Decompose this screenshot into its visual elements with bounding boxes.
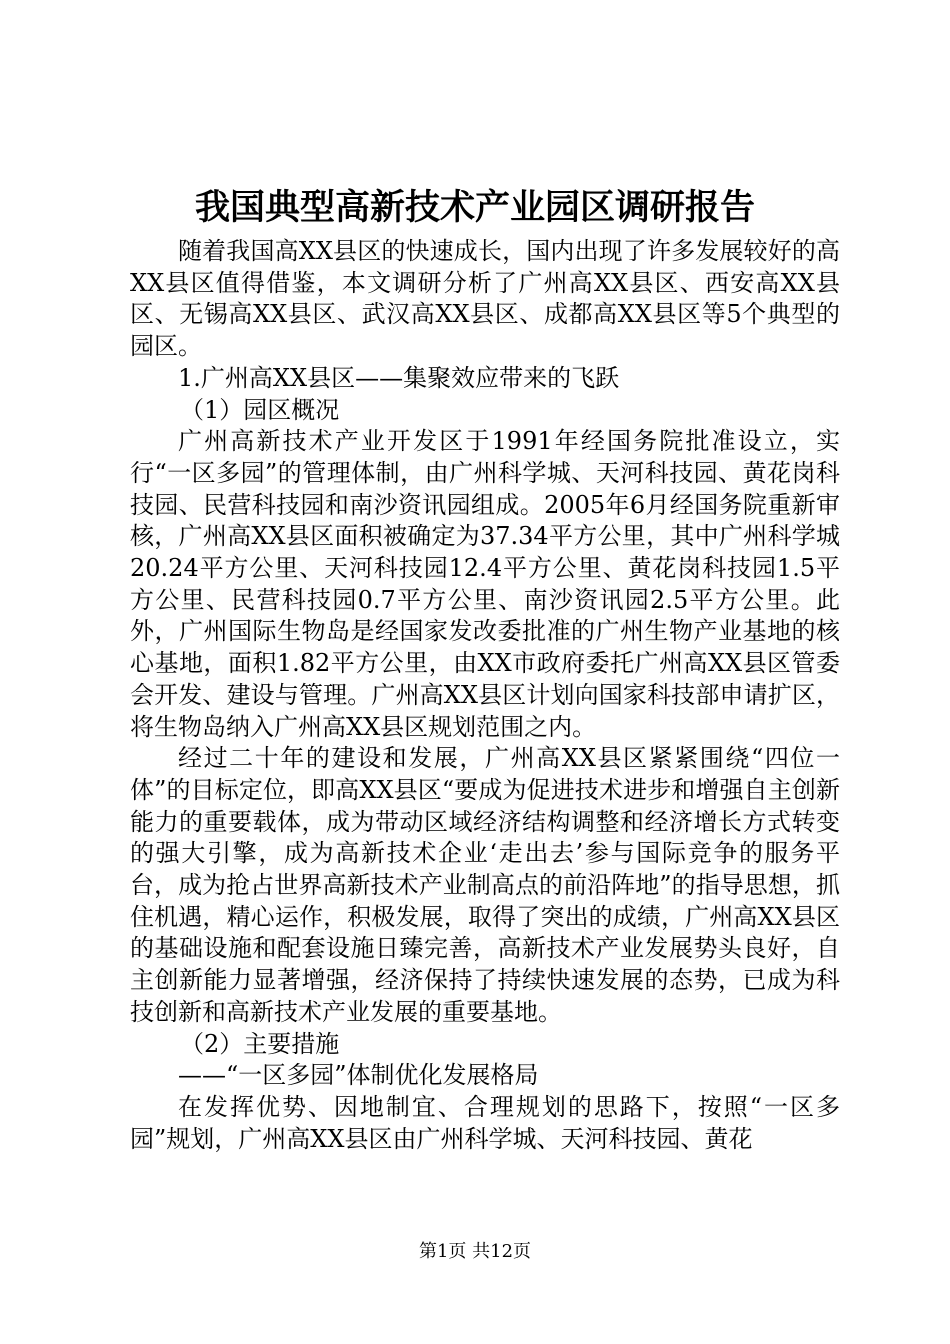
subsection-heading-overview: （1）园区概况 [180, 395, 340, 424]
section-heading-guangzhou: 1.广州高XX县区——集聚效应带来的飞跃 [178, 363, 620, 392]
page-footer: 第1页 共12页 [418, 1241, 532, 1262]
subsection-heading-measures: （2）主要措施 [180, 1029, 340, 1058]
paragraph-measure-detail: 在发挥优势、因地制宜、合理规划的思路下，按照“一区多园”规划，广州高XX县区由广州科学城、天河科技园、黄花 [130, 1092, 840, 1153]
paragraph-intro: 随着我国高XX县区的快速成长，国内出现了许多发展较好的高XX县区值得借鉴，本文调研分析了广州高XX县区、西安高XX县区、无锡高XX县区、武汉高XX县区、成都高XX县区等5个典型的园区。 [130, 237, 840, 361]
paragraph-development: 经过二十年的建设和发展，广州高XX县区紧紧围绕“四位一体”的目标定位，即高XX县区“要成为促进技术进步和增强自主创新能力的重要载体，成为带动区域经济结构调整和经济增长方式转变的强大引擎，成为高新技术企业‘走出去’参与国际竞争的服务平台，成为抢占世界高新技术产业制高点的前沿阵地”的指导思想，抓住机遇，精心运作，积极发展，取得了突出的成绩，广州高XX县区的基础设施和配套设施日臻完善，高新技术产业发展势头良好，自主创新能力显著增强，经济保持了持续快速发展的态势，已成为科技创新和高新技术产业发展的重要基地。 [130, 744, 840, 1026]
document-title: 我国典型高新技术产业园区调研报告 [194, 187, 755, 228]
document-body [130, 236, 840, 1155]
measure-heading-one-zone-multi-park: ——“一区多园”体制优化发展格局 [178, 1061, 539, 1090]
paragraph-overview: 广州高新技术产业开发区于1991年经国务院批准设立，实行“一区多园”的管理体制，由广州科学城、天河科技园、黄花岗科技园、民营科技园和南沙资讯园组成。2005年6月经国务院重新审核，广州高XX县区面积被确定为37.34平方公里，其中广州科学城20.24平方公里、天河科技园12.4平方公里、黄花岗科技园1.5平方公里、民营科技园0.7平方公里、南沙资讯园2.5平方公里。此外，广州国际生物岛是经国家发改委批准的广州生物产业基地的核心基地，面积1.82平方公里，由XX市政府委托广州高XX县区管委会开发、建设与管理。广州高XX县区计划向国家科技部申请扩区，将生物岛纳入广州高XX县区规划范围之内。 [130, 427, 840, 741]
